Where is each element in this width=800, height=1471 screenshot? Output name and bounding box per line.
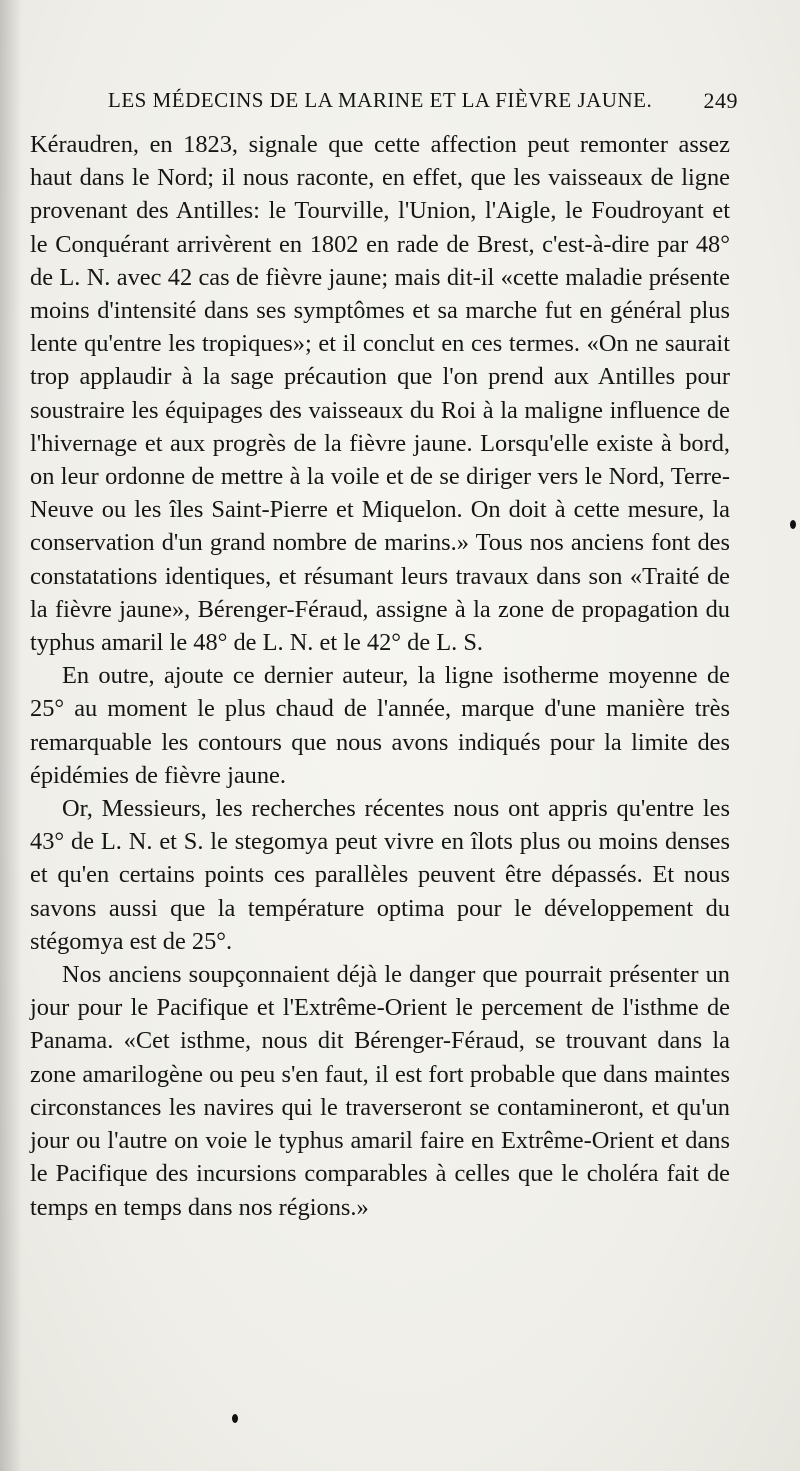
page-header xyxy=(108,88,738,118)
running-head: LES MÉDECINS DE LA MARINE ET LA FIÈVRE JAUNE. xyxy=(108,88,653,112)
paragraph-1: Kéraudren, en 1823, signale que cette affection peut remonter assez haut dans le Nord; il nous raconte, en effet, que les vaisseaux de ligne provenant des Antilles: le Tourville, l'Union, l'Aigle, le Foudroyant et le Conquérant arrivèrent en 1802 en rade de Brest, c'est-à-dire par 48° de L. N. avec 42 cas de fièvre jaune; mais dit-il «cette maladie présente moins d'intensité dans ses symptômes et sa marche fut en général plus lente qu'entre les tropiques»; et il conclut en ces termes. «On ne saurait trop applaudir à la sage précaution que l'on prend aux Antilles pour soustraire les équipages des vaisseaux du Roi à la maligne influence de l'hivernage et aux progrès de la fièvre jaune. Lorsqu'elle existe à bord, on leur ordonne de mettre à la voile et de se diriger vers le Nord, Terre-Neuve ou les îles Saint-Pierre et Miquelon. On doit à cette mesure, la conservation d'un grand nombre de marins.» Tous nos anciens font des constatations identiques, et résumant leurs travaux dans son «Traité de la fièvre jaune», Bérenger-Féraud, assigne à la zone de propagation du typhus amaril le 48° de L. N. et le 42° de L. S. xyxy=(30,131,730,657)
paragraph-2: En outre, ajoute ce dernier auteur, la ligne isotherme moyenne de 25° au moment le plus chaud de l'année, marque d'une manière très remarquable les contours que nous avons indiqués pour la limite des épidémies de fièvre jaune. xyxy=(30,662,730,789)
paragraph-3: Or, Messieurs, les recherches récentes nous ont appris qu'entre les 43° de L. N. et S. le stegomya peut vivre en îlots plus ou moins denses et qu'en certains points ces parallèles peuvent être dépassés. Et nous savons aussi que la température optima pour le développement du stégomya est de 25°. xyxy=(30,795,730,955)
ink-speck xyxy=(232,1414,238,1423)
page-number: 249 xyxy=(703,88,738,113)
paragraph-4: Nos anciens soupçonnaient déjà le danger que pourrait présenter un jour pour le Pacifique et l'Extrême-Orient le percement de l'isthme de Panama. «Cet isthme, nous dit Bérenger-Féraud, se trouvant dans la zone amarilogène ou peu s'en faut, il est fort probable que dans maintes circonstances les navires qui le traverseront se contamineront, et qu'un jour ou l'autre on voie le typhus amaril faire en Extrême-Orient et dans le Pacifique des incursions comparables à celles que le choléra fait de temps en temps dans nos régions.» xyxy=(30,961,730,1221)
ink-speck xyxy=(790,520,796,529)
binding-shadow xyxy=(0,0,22,1471)
body-text xyxy=(30,128,730,1224)
